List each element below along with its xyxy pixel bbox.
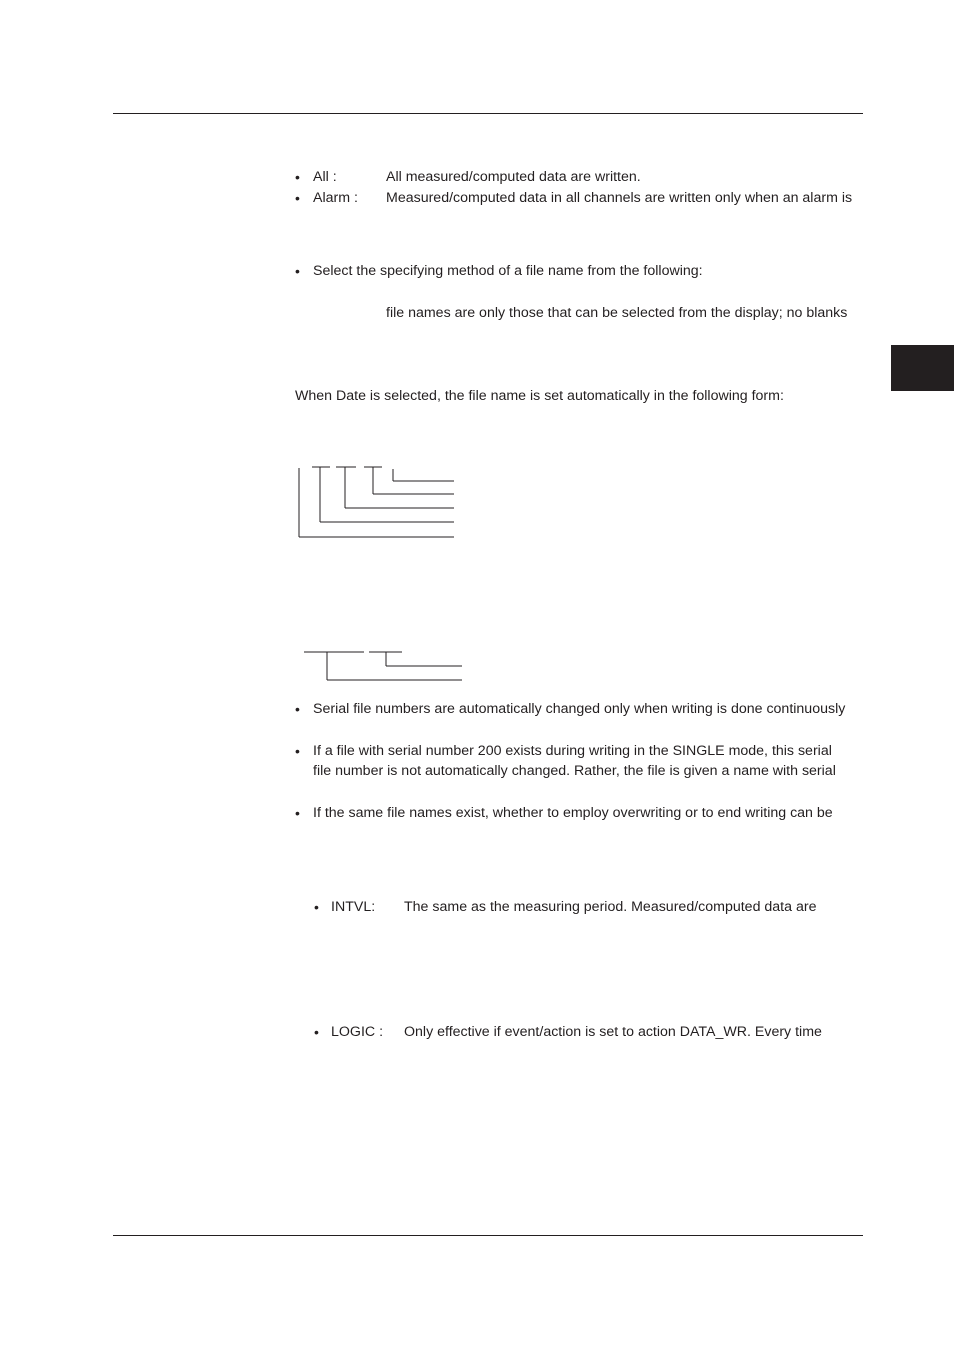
serial-bracket-lines <box>304 652 462 680</box>
file-name-method-text: Select the specifying method of a file name from the following: <box>313 263 703 279</box>
desc-all: All measured/computed data are written. <box>386 169 641 185</box>
desc-intvl: The same as the measuring period. Measured/computed data are <box>404 899 817 915</box>
bullet-intvl: • <box>314 899 319 915</box>
footer-rule <box>113 1235 863 1236</box>
bullet-note-overwrite: • <box>295 805 300 821</box>
bullet-note-single: • <box>295 743 300 759</box>
note-single-line1: If a file with serial number 200 exists during writing in the SINGLE mode, this serial <box>313 743 832 759</box>
note-single-line2: file number is not automatically changed. Rather, the file is given a name with serial <box>313 763 836 779</box>
term-all: All : <box>313 169 337 185</box>
note-serial-line1: Serial file numbers are automatically changed only when writing is done continuously <box>313 701 846 717</box>
date-intro: When Date is selected, the file name is set automatically in the following form: <box>295 388 784 404</box>
bullet-all: • <box>295 169 300 185</box>
term-alarm: Alarm : <box>313 190 358 206</box>
bullet-logic: • <box>314 1024 319 1040</box>
bullet-note-serial: • <box>295 701 300 717</box>
bullet-alarm: • <box>295 190 300 206</box>
date-bracket-lines <box>299 467 454 537</box>
desc-logic: Only effective if event/action is set to action DATA_WR. Every time <box>404 1024 822 1040</box>
term-intvl: INTVL: <box>331 899 376 915</box>
term-logic: LOGIC : <box>331 1024 384 1040</box>
file-name-note: file names are only those that can be selected from the display; no blanks <box>386 305 848 321</box>
desc-alarm: Measured/computed data in all channels are written only when an alarm is <box>386 190 853 206</box>
bullet-file-name: • <box>295 263 300 279</box>
note-overwrite-line1: If the same file names exist, whether to employ overwriting or to end writing can be <box>313 805 833 821</box>
